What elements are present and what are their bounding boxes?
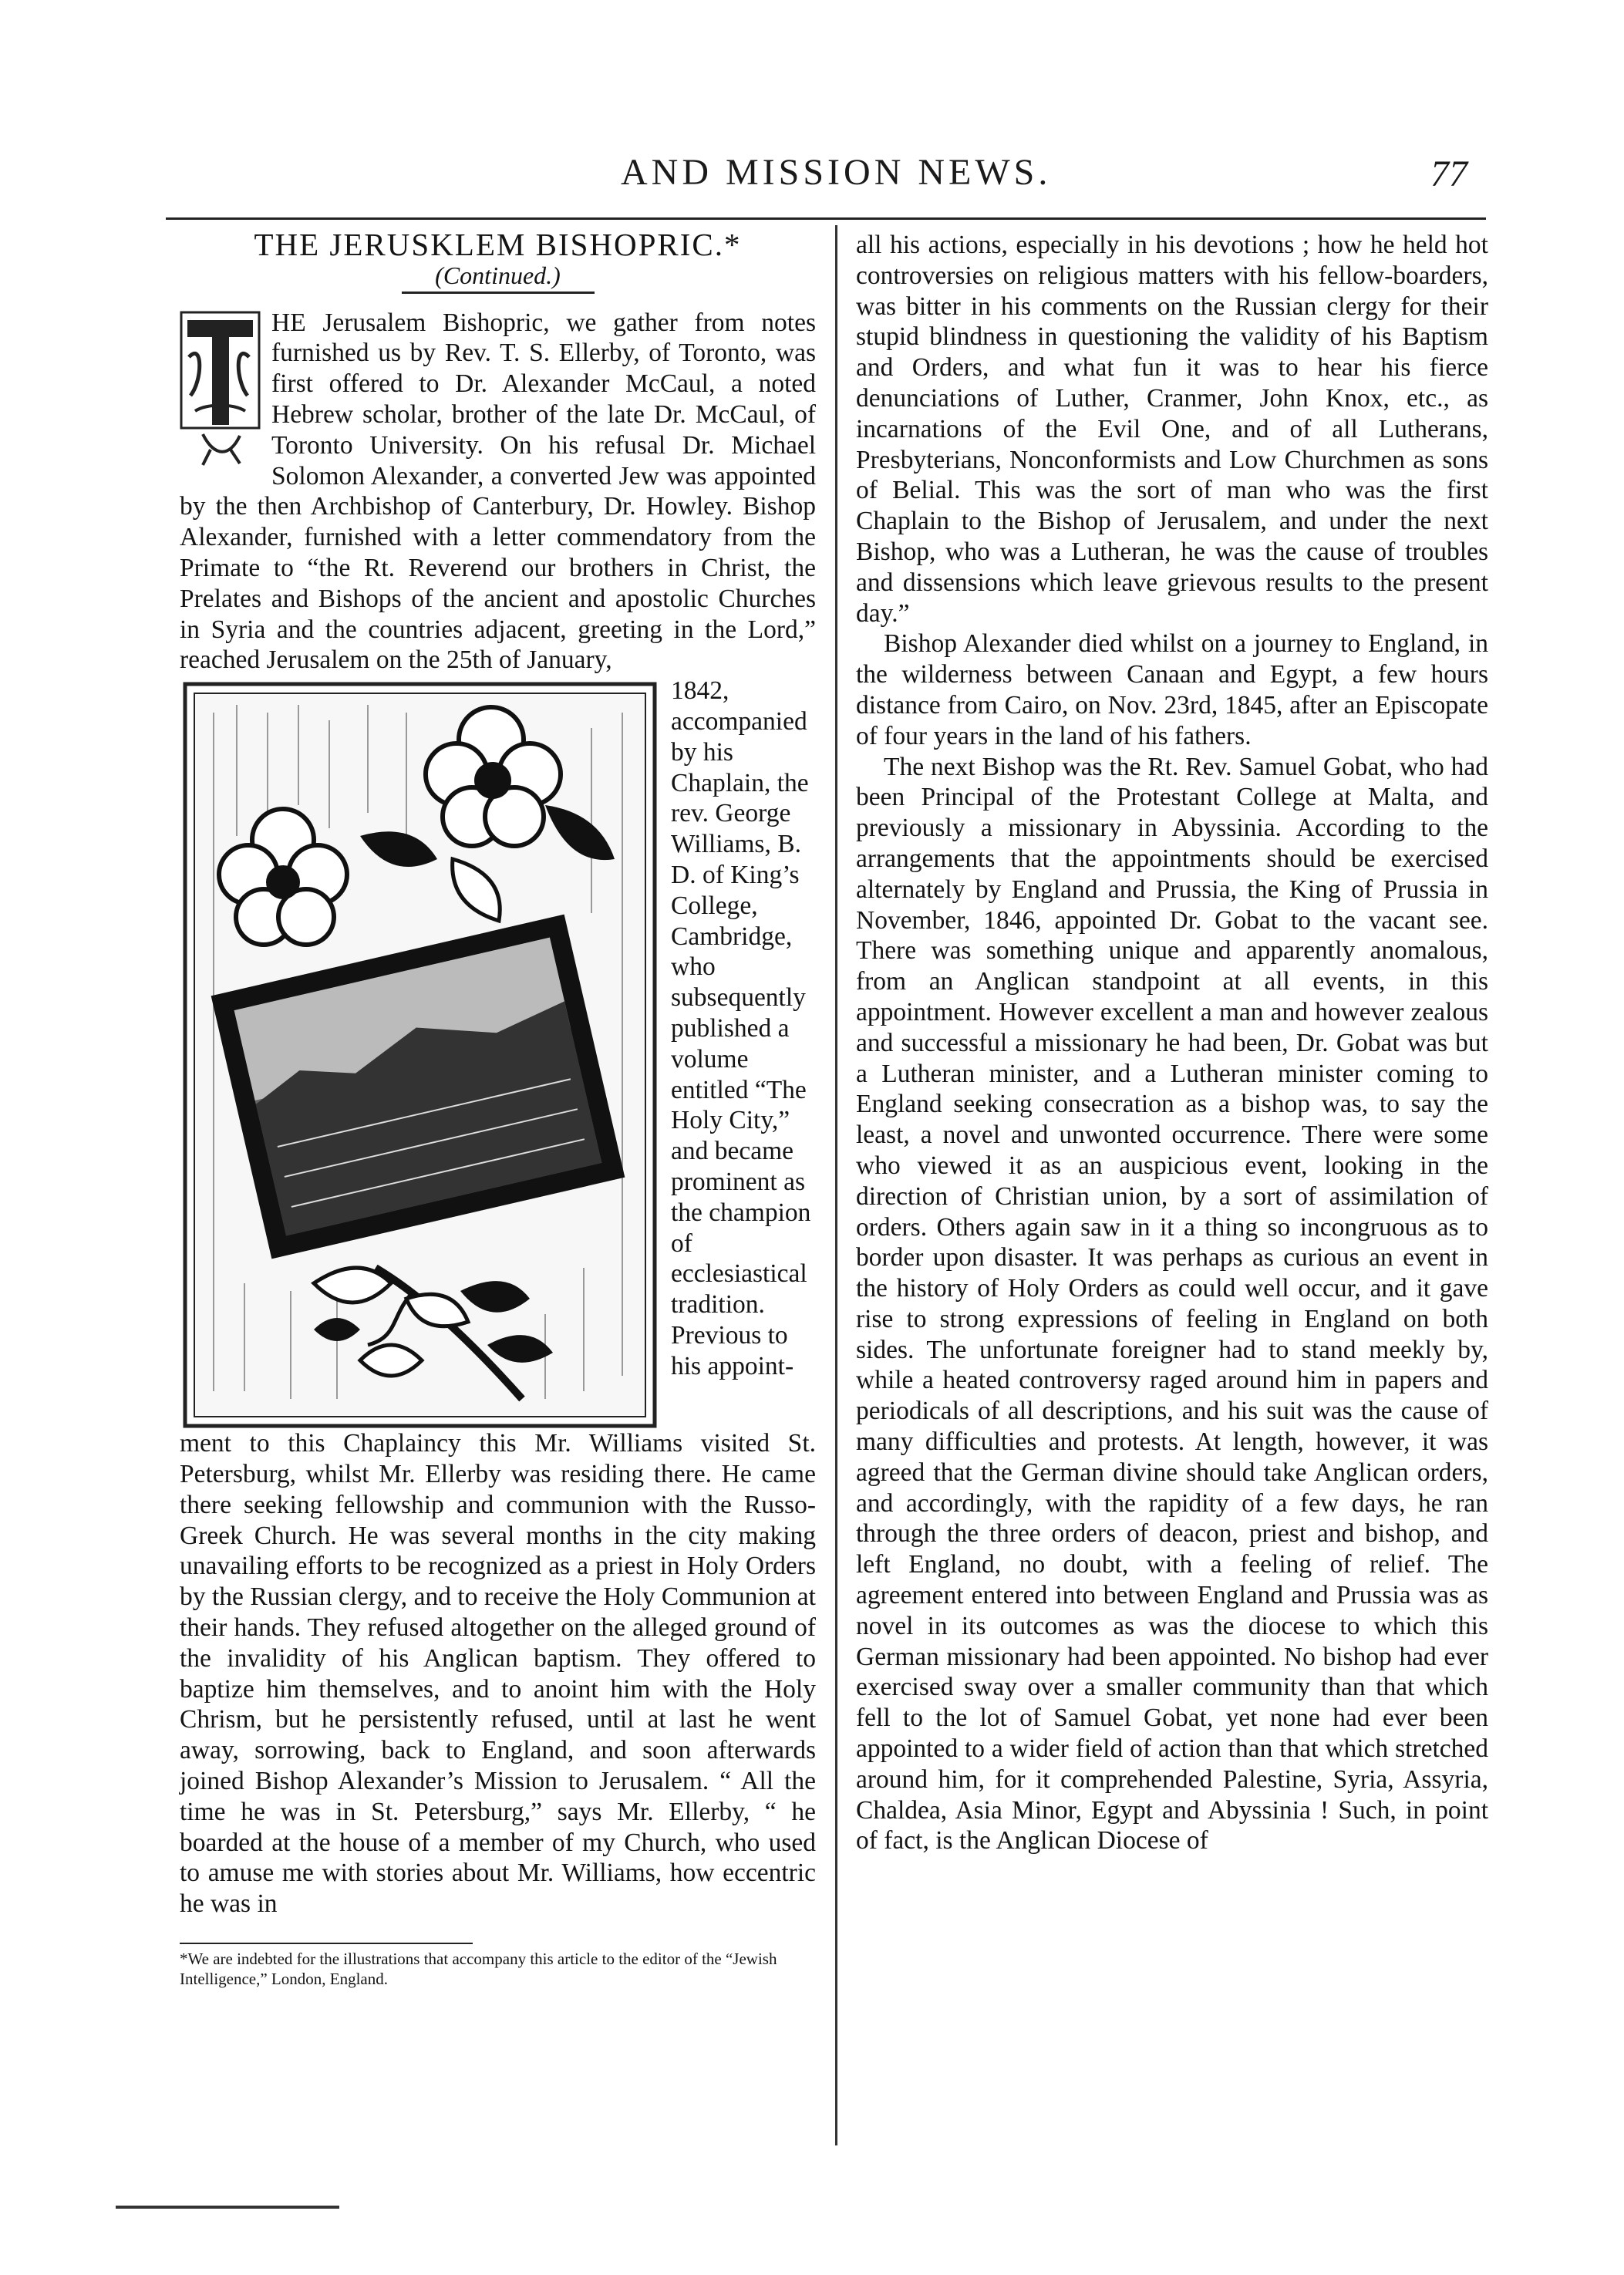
title-rule (402, 292, 595, 294)
column-divider (835, 225, 837, 2145)
paragraph-beside-illustration: 1842, accompanied by his Chaplain, the rev. George Williams, B. D. of King’s College, Cambridge, who subsequently published a volume entitled “The Holy City,” and became prominent as the champion of ecclesiastical tradition. Previous to his appoint- (671, 676, 811, 1380)
paragraph: The next Bishop was the Rt. Rev. Samuel Gobat, who had been Principal of the Protestant College at Malta, and previously a missionary in Abyssinia. According to the arrangements that the appointments should be exercised alternately by England and Prussia, the King of Prussia in November, 1846, appointed Dr. Gobat to the vacant see. There was something unique and apparently anomalous, from an Anglican standpoint at all events, in this appointment. However excellent a man and however zealous and successful a missionary he had been, Dr. Gobat was but a Lutheran minister, and a Lutheran minister coming to England seeking consecration as a bishop was, to say the least, a novel and unwonted occurrence. There were some who viewed it as an auspicious event, looking in the direction of Christian union, by a sort of assimilation of orders. Others again saw in it a thing so incongruous as to border upon disaster. It was perhaps as curious an event in the history of Holy Orders as could well occur, and it gave rise to strong expressions of feeling in England on both sides. The unfortunate foreigner had to stand meekly by, while a heated controversy raged around him in papers and periodicals of all descriptions, and his suit was the cause of many difficulties and protests. At length, however, it was agreed that the German divine should take Anglican orders, and accordingly, with the rapidity of a few days, he ran through the three orders of deacon, priest and bishop, and left England, no doubt, with a feeling of relief. The agreement entered into between England and Prussia was as novel in its outcomes as was the diocese to which this German missionary had been appointed. No bishop had ever exercised sway over a smaller community than that which fell to the lot of Samuel Gobat, yet none had ever been appointed to a wider field of action than that which stretched around him, for it comprehended Palestine, Syria, Assyria, Chaldea, Asia Minor, Egypt and Abyssinia ! Such, in point of fact, is the Anglican Diocese of (856, 752, 1488, 1855)
continued-label: (Continued.) (435, 261, 561, 289)
running-head: AND MISSION NEWS. (621, 152, 1052, 193)
footnote-rule (180, 1943, 473, 1944)
floral-illustration-icon (183, 682, 657, 1428)
page-header (0, 151, 1624, 205)
paragraph: Bishop Alexander died whilst on a journey to England, in the wilderness between Canaan and Egypt, a few hours distance from Cairo, on Nov. 23rd, 1845, after an Episcopate of four years in the land of his fathers. (856, 629, 1488, 750)
paragraph: all his actions, especially in his devotions ; how he held hot controversies on religious matters with his fellow-boarders, was bitter in his comments on the Russian clergy for their stupid blindness in questioning the validity of his Baptism and Orders, and what fun it was to hear his fierce denunciations of Luther, Cranmer, John Knox, etc., as incarnations of the Evil One, and of all Lutherans, Presbyterians, Nonconformists and Low Churchmen as sons of Belial. This was the sort of man who was the first Chaplain to the Bishop of Jerusalem, and under the next Bishop, who was a Lutheran, he was the cause of troubles and dissensions which leave grievous results to the present day.” (856, 231, 1488, 628)
paragraph: HE Jerusalem Bishopric, we gather from notes furnished us by Rev. T. S. Ellerby, of Toronto, was first offered to Dr. Alexander McCaul, a noted Hebrew scholar, brother of the late Dr. McCaul, of Toronto University. On his refusal Dr. Michael Solomon Alexander, a converted Jew was appointed by the then Archbishop of Canterbury, Dr. Howley. Bishop Alexander, furnished with a letter commendatory from the Primate to “the Rt. Reverend our brothers in Christ, the Prelates and Bishops of the ancient and apostolic Churches in Syria and the countries adjacent, greeting in the Lord,” reached Jerusalem on the 25th of January, (180, 308, 816, 675)
right-column (856, 230, 1488, 1856)
left-column (180, 227, 816, 1989)
paragraph: ment to this Chaplaincy this Mr. Williams visited St. Petersburg, whilst Mr. Ellerby was residing there. He came there seeking fellowship and communion with the Russo-Greek Church. He was several months in the city making unavailing efforts to be recognized as a priest in Holy Orders by the Russian clergy, and to receive the Holy Communion at their hands. They refused altogether on the alleged ground of the invalidity of his Anglican baptism. They offered to baptize him themselves, and to anoint him with the Holy Chrism, but he persistently refused, until at last he went away, sorrowing, back to England, and soon afterwards joined Bishop Alexander’s Mission to Jerusalem. “ All the time he was in St. Petersburg,” says Mr. Ellerby, “ he boarded at the house of a member of my Church, who used to amuse me with stories about Mr. Williams, how eccentric he was in (180, 1429, 816, 1919)
bottom-rule-mark (116, 2206, 339, 2209)
header-rule (166, 217, 1486, 220)
ornamental-initial-icon (180, 311, 261, 469)
footnote: *We are indebted for the illustrations that accompany this article to the editor of the “Jewish Intelligence,” London, England. (180, 1949, 777, 1988)
page-number: 77 (1430, 153, 1467, 194)
article-title: THE JERUSKLEM BISHOPRIC.* (254, 227, 742, 262)
